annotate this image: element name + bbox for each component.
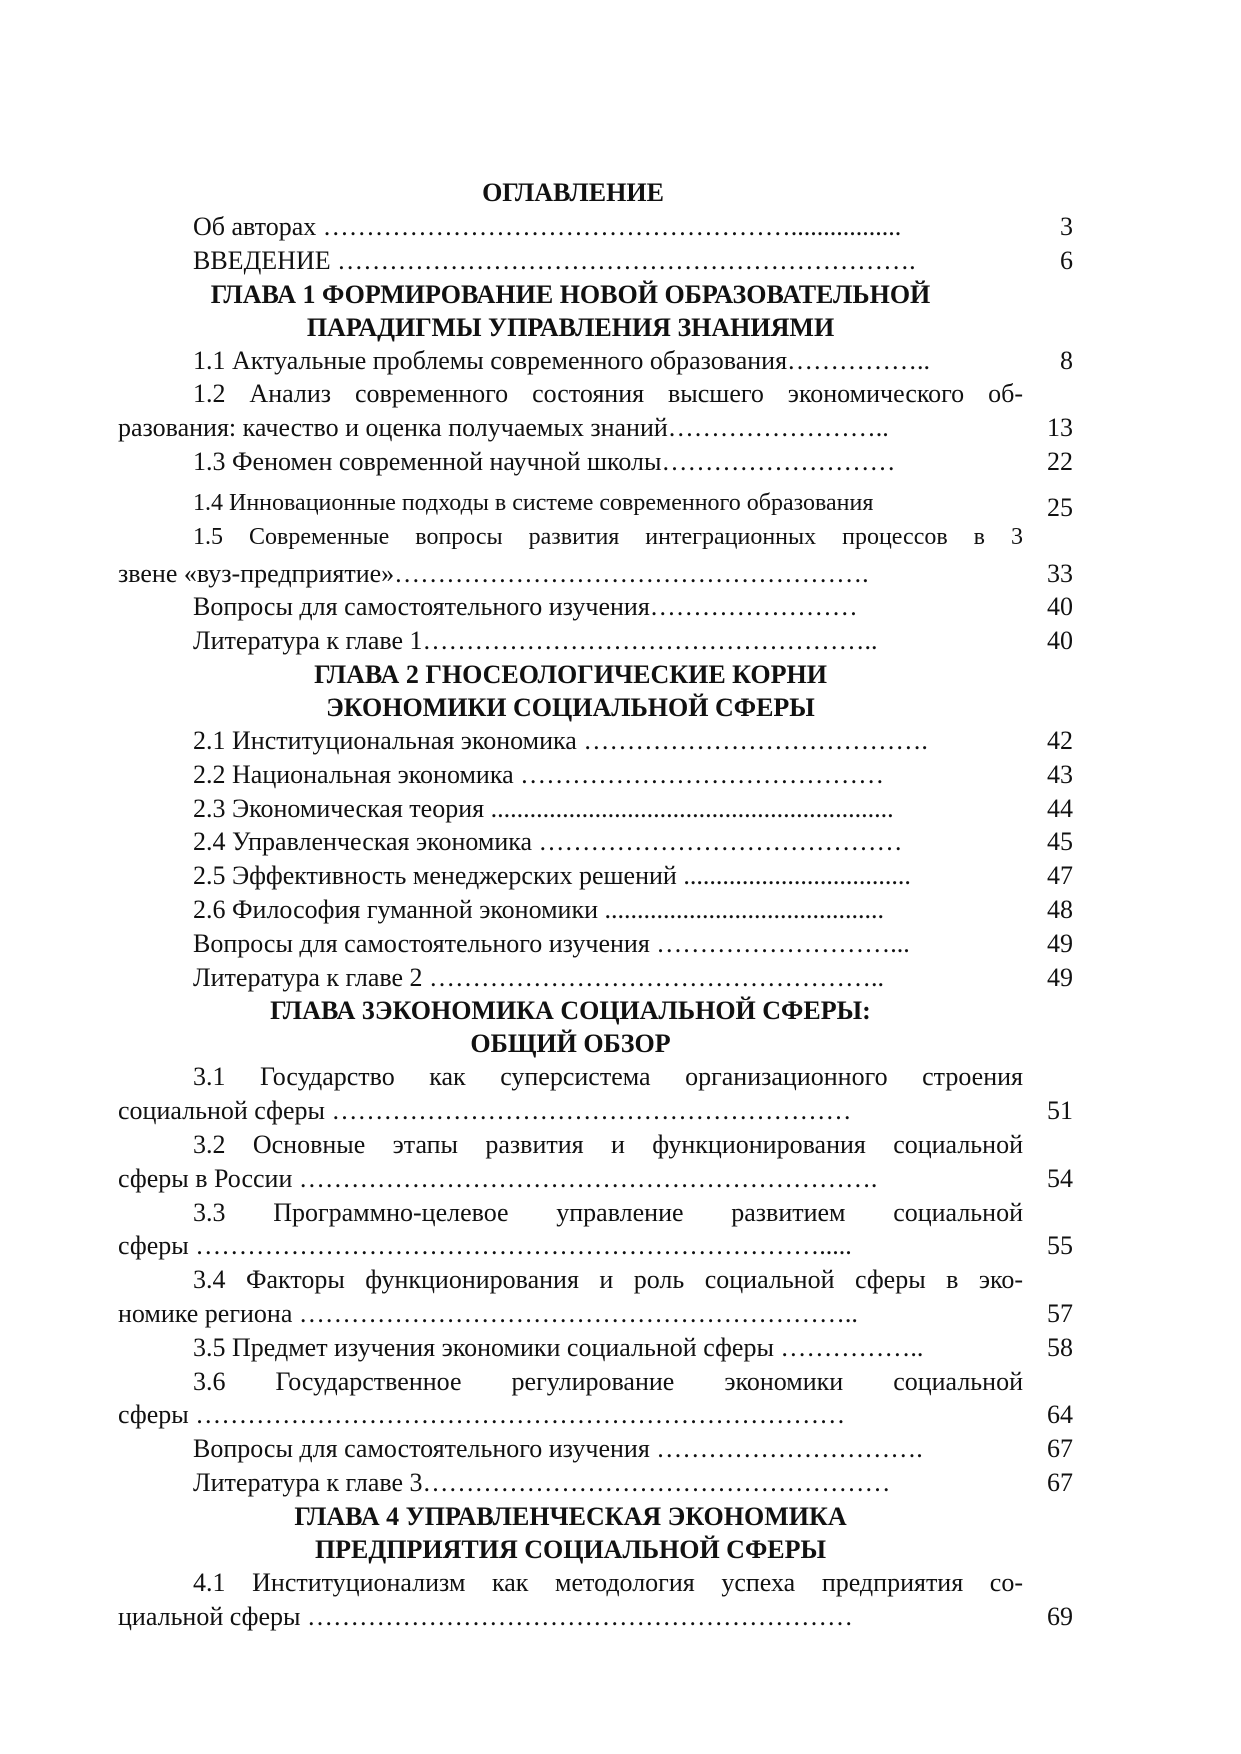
chapter-heading-line: ГЛАВА 2 ГНОСЕОЛОГИЧЕСКИЕ КОРНИ [314, 659, 827, 689]
toc-entry-text: 3.6 Государственное регулирование экономики социальной [193, 1366, 1023, 1396]
toc-entry-text: 2.4 Управленческая экономика …………………………………… [193, 827, 903, 857]
toc-entry-text: разования: качество и оценка получаемых знаний…………………….. [118, 413, 889, 443]
toc-entry-text: 1.1 Актуальные проблемы современного образования…………….. [193, 345, 931, 375]
toc-entry-text: 1.5 Современные вопросы развития интеграционных процессов в 3 [193, 523, 1023, 550]
toc-entry-3-4-line1[interactable] [118, 1263, 1073, 1297]
toc-entry-text: 3.5 Предмет изучения экономики социальной сферы …………….. [193, 1332, 924, 1362]
toc-entry-2-literature[interactable] [118, 961, 1073, 995]
toc-page-number: 6 [1060, 245, 1073, 275]
toc-entry-3-1-line1[interactable] [118, 1060, 1073, 1094]
toc-entry-2-4[interactable] [118, 825, 1073, 859]
toc-entry-text: 1.4 Инновационные подходы в системе современного образования [193, 489, 874, 516]
toc-page-number: 58 [1047, 1332, 1073, 1362]
toc-page-number: 57 [1047, 1298, 1073, 1328]
toc-entry-text: циальной сферы ……………………………………………………… [118, 1601, 853, 1631]
toc-entry-text: 1.2 Анализ современного состояния высшего экономического об- [193, 379, 1023, 409]
chapter-3-heading[interactable] [118, 994, 1023, 1060]
toc-entry-4-1-line1[interactable] [118, 1566, 1073, 1600]
toc-page-number: 43 [1047, 759, 1073, 789]
toc-entry-2-questions[interactable] [118, 927, 1073, 961]
chapter-heading-line: ЭКОНОМИКИ СОЦИАЛЬНОЙ СФЕРЫ [326, 692, 815, 722]
chapter-heading-line: ПРЕДПРИЯТИЯ СОЦИАЛЬНОЙ СФЕРЫ [314, 1534, 827, 1564]
chapter-heading-line: ГЛАВА 4 УПРАВЛЕНЧЕСКАЯ ЭКОНОМИКА [294, 1501, 847, 1531]
toc-entry-text: 2.2 Национальная экономика …………………………………… [193, 759, 885, 789]
toc-page-number: 45 [1047, 827, 1073, 857]
toc-page-number: 69 [1047, 1601, 1073, 1631]
toc-entry-text: 1.3 Феномен современной научной школы……………………… [193, 446, 896, 476]
toc-entry-1-literature[interactable] [118, 624, 1073, 658]
toc-entry-3-3-line2[interactable] [118, 1229, 1073, 1263]
toc-page-number: 67 [1047, 1467, 1073, 1497]
toc-title: ОГЛАВЛЕНИЕ [482, 178, 664, 207]
toc-entry-text: ВВЕДЕНИЕ …………………………………………………………. [193, 245, 916, 275]
toc-entry-text: Литература к главе 3……………………………………………… [193, 1467, 891, 1497]
toc-entry-3-questions[interactable] [118, 1432, 1073, 1466]
toc-entry-text: звене «вуз-предприятие»………………………………………………. [118, 558, 869, 588]
toc-entry-1-4[interactable] [118, 487, 1073, 521]
toc-entry-text: 4.1 Институционализм как методология успеха предприятия со- [193, 1567, 1023, 1597]
chapter-heading-line: ГЛАВА 3ЭКОНОМИКА СОЦИАЛЬНОЙ СФЕРЫ: [270, 996, 871, 1026]
toc-page-number: 40 [1047, 592, 1073, 622]
chapter-1-heading[interactable] [118, 278, 1023, 344]
toc-page-number: 33 [1047, 558, 1073, 588]
toc-page-number: 44 [1047, 793, 1073, 823]
toc-page-number: 8 [1060, 345, 1073, 375]
toc-entry-text: 3.2 Основные этапы развития и функционирования социальной [193, 1129, 1023, 1159]
toc-entry-text: 2.5 Эффективность менеджерских решений ................................... [193, 861, 911, 891]
toc-entry-3-2-line1[interactable] [118, 1128, 1073, 1162]
toc-entry-1-5-line2[interactable] [118, 557, 1073, 591]
toc-entry-3-5[interactable] [118, 1331, 1073, 1365]
toc-entry-3-literature[interactable] [118, 1466, 1073, 1500]
toc-entry-text: Вопросы для самостоятельного изучения ………………………... [193, 928, 910, 958]
toc-entry-4-1-line2[interactable] [118, 1600, 1073, 1634]
toc-entry-text: Литература к главе 1…………………………………………….. [193, 626, 878, 656]
toc-entry-3-1-line2[interactable] [118, 1094, 1073, 1128]
toc-page-number: 54 [1047, 1163, 1073, 1193]
toc-entry-1-2-line2[interactable] [118, 411, 1073, 445]
chapter-4-heading[interactable] [118, 1500, 1023, 1566]
chapter-heading-line: ОБЩИЙ ОБЗОР [470, 1029, 671, 1059]
toc-page-number: 13 [1047, 413, 1073, 443]
toc-page-number: 49 [1047, 928, 1073, 958]
toc-page-number: 49 [1047, 962, 1073, 992]
toc-entry-2-1[interactable] [118, 724, 1073, 758]
toc-page-number: 47 [1047, 861, 1073, 891]
toc-entry-text: 3.1 Государство как суперсистема организационного строения [193, 1062, 1023, 1092]
toc-entry-text: 3.4 Факторы функционирования и роль социальной сферы в эко- [193, 1265, 1023, 1295]
toc-entry-text: 2.6 Философия гуманной экономики ........................................... [193, 894, 885, 924]
toc-page-number: 55 [1047, 1231, 1073, 1261]
toc-entry-text: Литература к главе 2 …………………………………………….. [193, 962, 885, 992]
toc-entry-text: номике региона ……………………………………………………….. [118, 1298, 858, 1328]
toc-entry-text: сферы в России …………………………………………………………. [118, 1163, 878, 1193]
toc-page-number: 25 [1047, 492, 1073, 522]
toc-entry-1-2-line1[interactable] [118, 377, 1073, 411]
chapter-2-heading[interactable] [118, 658, 1023, 724]
toc-entry-2-2[interactable] [118, 758, 1073, 792]
toc-entry-3-2-line2[interactable] [118, 1162, 1073, 1196]
toc-entry-text: Вопросы для самостоятельного изучения …………………………. [193, 1434, 923, 1464]
toc-page-number: 40 [1047, 626, 1073, 656]
toc-entry-2-3[interactable] [118, 792, 1073, 826]
toc-entry-text: 3.3 Программно-целевое управление развитием социальной [193, 1197, 1023, 1227]
toc-entry-text: сферы ………………………………………………………………..... [118, 1231, 852, 1261]
toc-page-number: 67 [1047, 1434, 1073, 1464]
chapter-heading-line: ПАРАДИГМЫ УПРАВЛЕНИЯ ЗНАНИЯМИ [306, 312, 835, 342]
toc-entry-3-3-line1[interactable] [118, 1196, 1073, 1230]
toc-page-number: 22 [1047, 446, 1073, 476]
toc-entry-1-5-line1[interactable] [118, 521, 1073, 551]
toc-entry-3-6-line2[interactable] [118, 1398, 1073, 1432]
toc-entry-text: 2.1 Институциональная экономика …………………………………. [193, 725, 928, 755]
toc-entry-text: Об авторах ………………………………………………................. [193, 212, 902, 241]
toc-entry-1-3[interactable] [118, 445, 1073, 479]
toc-entry-about[interactable] [118, 210, 1073, 244]
toc-page-number: 64 [1047, 1400, 1073, 1430]
toc-entry-text: сферы ………………………………………………………………… [118, 1400, 846, 1430]
toc-entry-text: 2.3 Экономическая теория .............................................................. [193, 793, 894, 823]
table-of-contents [118, 176, 1073, 1633]
toc-entry-3-4-line2[interactable] [118, 1297, 1073, 1331]
toc-page-number: 51 [1047, 1096, 1073, 1126]
toc-entry-3-6-line1[interactable] [118, 1365, 1073, 1399]
toc-entry-1-questions[interactable] [118, 590, 1073, 624]
toc-entry-2-5[interactable] [118, 859, 1073, 893]
toc-page-number: 48 [1047, 894, 1073, 924]
toc-entry-1-1[interactable] [118, 344, 1073, 378]
toc-entry-2-6[interactable] [118, 893, 1073, 927]
toc-page-number: 3 [1060, 212, 1073, 241]
toc-entry-text: социальной сферы …………………………………………………… [118, 1096, 852, 1126]
toc-page-number: 42 [1047, 725, 1073, 755]
toc-entry-text: Вопросы для самостоятельного изучения…………………… [193, 592, 858, 622]
chapter-heading-line: ГЛАВА 1 ФОРМИРОВАНИЕ НОВОЙ ОБРАЗОВАТЕЛЬНОЙ [210, 279, 931, 309]
toc-entry-intro[interactable] [118, 244, 1073, 278]
